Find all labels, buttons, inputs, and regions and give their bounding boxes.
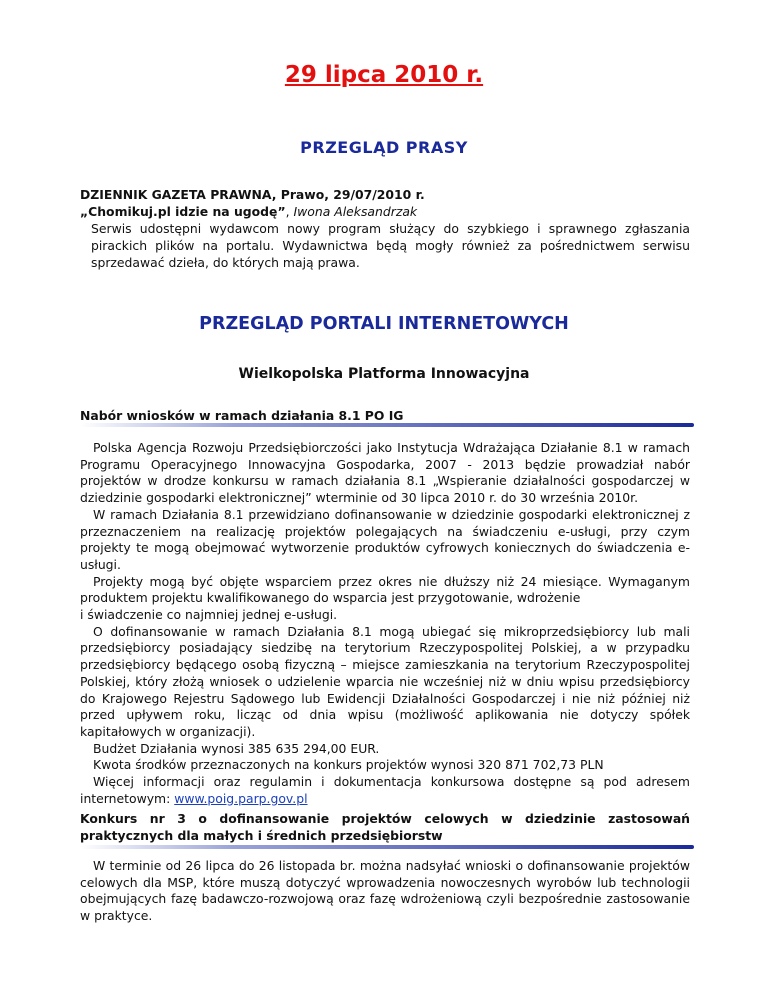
poig-link[interactable]: www.poig.parp.gov.pl [174, 790, 308, 806]
press-source: DZIENNIK GAZETA PRAWNA, Prawo, 29/07/2010 r. [80, 187, 425, 202]
portals-heading: PRZEGLĄD PORTALI INTERNETOWYCH [199, 314, 569, 334]
item1-paragraph: Polska Agencja Rozwoju Przedsiębiorczości jako Instytucja Wdrażająca Działanie 8.1 w ramach Programu Operacyjnego Innowacyjna Gospodarka, 2007 - 2013 będzie prowadział nabór projektów w drodze konkursu w ramach działania 8.1 „Wspieranie działalności gospodarczej w dziedzinie gospodarki elektronicznej” wterminie od 30 lipca 2010 r. do 30 września 2010r. [80, 440, 690, 506]
more-info-text: Więcej informacji oraz regulamin i dokumentacja konkursowa dostępne są pod adresem internetowym: [80, 774, 690, 806]
article-body: Serwis udostępni wydawcom nowy program służący do szybkiego i sprawnego zgłaszania pirackich plików na portalu. Wydawnictwa będą mogły również za pośrednictwem serwisu sprzedawać dzieła, do których mają prawa. [91, 221, 690, 270]
item1-paragraph: i świadczenie co najmniej jednej e-usługi. [80, 607, 338, 623]
item1-divider [80, 423, 694, 427]
item2-divider [80, 845, 694, 849]
portal-name: Wielkopolska Platforma Innowacyjna [238, 366, 530, 382]
press-review-heading: PRZEGLĄD PRASY [300, 138, 468, 157]
item1-paragraph: W ramach Działania 8.1 przewidziano dofinansowanie w dziedzinie gospodarki elektronicznej z przeznaczeniem na realizację projektów polegających na świadczeniu e-usługi, przy czym projekty te mogą obejmować wytworzenie produktów cyfrowych koniecznych do świadczenia e-usługi. [80, 506, 690, 572]
document-date: 29 lipca 2010 r. [284, 62, 484, 88]
item1-title: Nabór wniosków w ramach działania 8.1 PO IG [80, 408, 404, 423]
item2-body [80, 858, 690, 925]
article-separator: , [285, 204, 294, 219]
article-line [80, 203, 690, 220]
press-review-section [80, 186, 690, 271]
item1-paragraph: Kwota środków przeznaczonych na konkurs projektów wynosi 320 871 702,73 PLN [93, 757, 604, 773]
item2-title: Konkurs nr 3 o dofinansowanie projektów celowych w dziedzinie zastosowań praktycznych dla małych i średnich przedsiębiorstw [80, 811, 690, 843]
item1-paragraph [80, 774, 690, 807]
article-title: „Chomikuj.pl idzie na ugodę” [80, 204, 286, 219]
item1-paragraph: Projekty mogą być objęte wsparciem przez okres nie dłuższy niż 24 miesiące. Wymaganym produktem projektu kwalifikowanego do wsparcia jest przygotowanie, wdrożenie [80, 573, 690, 606]
item1-paragraph: O dofinansowanie w ramach Działania 8.1 mogą ubiegać się mikroprzedsiębiorcy lub mali przedsiębiorcy posiadający siedzibę na terytorium Rzeczypospolitej Polskiej, a w przypadku przedsiębiorcy będącego osobą fizyczną – miejsce zamieszkania na terytorium Rzeczypospolitej Polskiej, który złożą wniosek o udzielenie wparcia nie wcześniej niż w dniu wpisu przedsiębiorcy do Krajowego Rejestru Sądowego lub Ewidencji Działalności Gospodarczej i nie niż później niż przed upływem roku, licząc od dnia wpisu (możliwość aplikowania nie dotyczy spółek kapitałowych w organizacji). [80, 623, 690, 739]
item1-paragraph: Budżet Działania wynosi 385 635 294,00 EUR. [93, 740, 380, 756]
article-author: Iwona Aleksandrzak [293, 204, 418, 219]
item1-body [80, 440, 690, 807]
item2-paragraph: W terminie od 26 lipca do 26 listopada br. można nadsyłać wnioski o dofinansowanie projektów celowych dla MSP, które muszą dotyczyć wprowadzenia nowoczesnych wyrobów lub technologii obejmujących fazę badawczo-rozwojową oraz fazę wdrożeniową czyli bezpośrednie zastosowanie w praktyce. [80, 858, 690, 924]
